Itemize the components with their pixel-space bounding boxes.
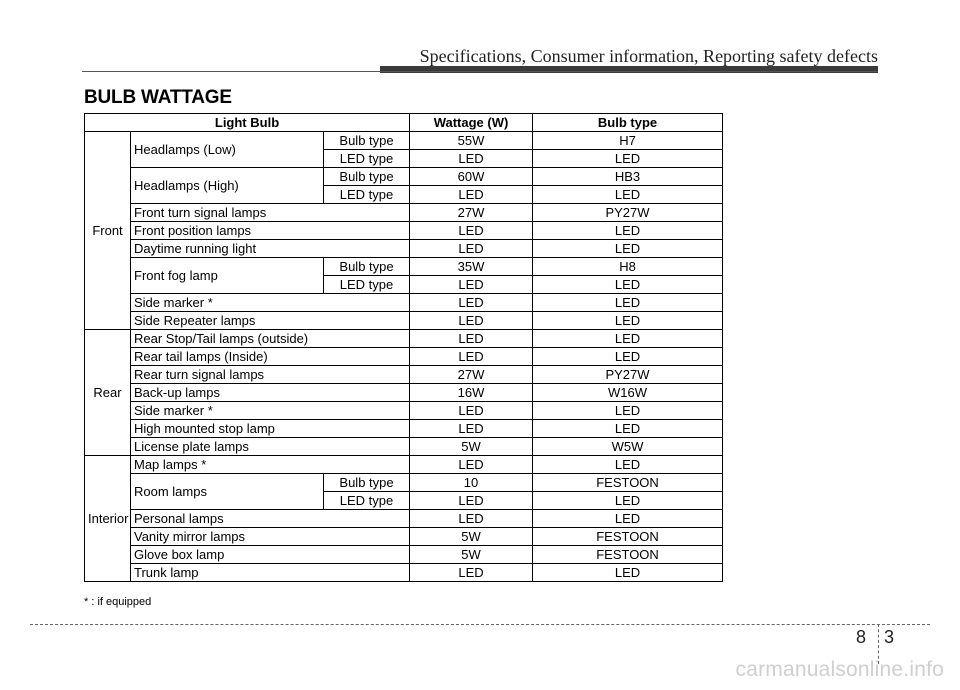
table-row [85, 456, 723, 474]
row-subtype: Bulb type [324, 474, 410, 492]
table-row [85, 384, 723, 402]
table-row [85, 312, 723, 330]
row-subtype: LED type [324, 186, 410, 204]
table-row [85, 240, 723, 258]
row-wattage: 27W [410, 366, 533, 384]
row-bulb-type: LED [533, 312, 723, 330]
row-subtype: LED type [324, 276, 410, 294]
table-row [85, 438, 723, 456]
row-wattage: 55W [410, 132, 533, 150]
row-label: Back-up lamps [131, 384, 410, 402]
row-wattage: LED [410, 186, 533, 204]
row-wattage: LED [410, 456, 533, 474]
group-interior: Interior [85, 456, 131, 582]
row-label: License plate lamps [131, 438, 410, 456]
table-row [85, 168, 723, 186]
row-bulb-type: LED [533, 510, 723, 528]
row-wattage: 27W [410, 204, 533, 222]
row-label: Trunk lamp [131, 564, 410, 582]
row-wattage: LED [410, 294, 533, 312]
group-front: Front [85, 132, 131, 330]
row-wattage: LED [410, 564, 533, 582]
row-subtype: Bulb type [324, 168, 410, 186]
row-wattage: 10 [410, 474, 533, 492]
row-label: Headlamps (Low) [131, 132, 324, 168]
row-label: Front position lamps [131, 222, 410, 240]
row-bulb-type: FESTOON [533, 528, 723, 546]
header-light-bulb: Light Bulb [85, 114, 410, 132]
row-bulb-type: LED [533, 276, 723, 294]
row-bulb-type: LED [533, 186, 723, 204]
row-label: Side Repeater lamps [131, 312, 410, 330]
row-label: High mounted stop lamp [131, 420, 410, 438]
row-label: Side marker * [131, 294, 410, 312]
page-title: BULB WATTAGE [84, 87, 232, 108]
row-bulb-type: LED [533, 294, 723, 312]
footnote: * : if equipped [84, 596, 152, 608]
row-bulb-type: FESTOON [533, 474, 723, 492]
header-rule [82, 71, 878, 72]
row-wattage: LED [410, 150, 533, 168]
header-bulb-type: Bulb type [533, 114, 723, 132]
row-bulb-type: W5W [533, 438, 723, 456]
row-label: Map lamps * [131, 456, 410, 474]
row-label: Vanity mirror lamps [131, 528, 410, 546]
row-wattage: LED [410, 330, 533, 348]
table-row [85, 528, 723, 546]
row-label: Front fog lamp [131, 258, 324, 294]
row-label: Rear tail lamps (Inside) [131, 348, 410, 366]
row-bulb-type: PY27W [533, 204, 723, 222]
table-row [85, 294, 723, 312]
row-label: Side marker * [131, 402, 410, 420]
row-label: Headlamps (High) [131, 168, 324, 204]
row-bulb-type: H8 [533, 258, 723, 276]
group-rear: Rear [85, 330, 131, 456]
row-bulb-type: LED [533, 402, 723, 420]
row-wattage: LED [410, 348, 533, 366]
table-row [85, 132, 723, 150]
row-wattage: 35W [410, 258, 533, 276]
row-wattage: 5W [410, 546, 533, 564]
row-wattage: LED [410, 276, 533, 294]
row-wattage: 5W [410, 528, 533, 546]
row-wattage: LED [410, 222, 533, 240]
table-row [85, 258, 723, 276]
table-row [85, 348, 723, 366]
page-number: 3 [884, 627, 895, 647]
table-row [85, 420, 723, 438]
row-wattage: LED [410, 240, 533, 258]
watermark: carmanualsonline.info [735, 658, 944, 681]
table-row [85, 510, 723, 528]
row-bulb-type: HB3 [533, 168, 723, 186]
row-bulb-type: LED [533, 240, 723, 258]
table-row [85, 402, 723, 420]
row-wattage: 5W [410, 438, 533, 456]
table-row [85, 474, 723, 492]
row-label: Daytime running light [131, 240, 410, 258]
table-header-row [85, 114, 723, 132]
row-bulb-type: LED [533, 348, 723, 366]
table-row [85, 546, 723, 564]
row-wattage: LED [410, 492, 533, 510]
row-bulb-type: W16W [533, 384, 723, 402]
row-subtype: LED type [324, 150, 410, 168]
row-label: Rear Stop/Tail lamps (outside) [131, 330, 410, 348]
row-label: Rear turn signal lamps [131, 366, 410, 384]
row-subtype: LED type [324, 492, 410, 510]
table-row [85, 204, 723, 222]
row-label: Front turn signal lamps [131, 204, 410, 222]
row-label: Glove box lamp [131, 546, 410, 564]
row-wattage: LED [410, 312, 533, 330]
row-label: Room lamps [131, 474, 324, 510]
table-row [85, 330, 723, 348]
header-section-title: Specifications, Consumer information, Reporting safety defects [419, 46, 878, 66]
row-wattage: 60W [410, 168, 533, 186]
header-wattage: Wattage (W) [410, 114, 533, 132]
row-wattage: LED [410, 420, 533, 438]
bulb-wattage-table [84, 113, 723, 582]
row-bulb-type: FESTOON [533, 546, 723, 564]
row-subtype: Bulb type [324, 132, 410, 150]
footer-divider [30, 624, 930, 625]
row-bulb-type: LED [533, 420, 723, 438]
row-wattage: LED [410, 510, 533, 528]
table-row [85, 222, 723, 240]
row-wattage: 16W [410, 384, 533, 402]
table-row [85, 564, 723, 582]
row-subtype: Bulb type [324, 258, 410, 276]
row-bulb-type: LED [533, 456, 723, 474]
row-bulb-type: PY27W [533, 366, 723, 384]
row-bulb-type: LED [533, 150, 723, 168]
row-bulb-type: H7 [533, 132, 723, 150]
row-bulb-type: LED [533, 330, 723, 348]
chapter-number: 8 [856, 627, 867, 647]
row-bulb-type: LED [533, 564, 723, 582]
row-bulb-type: LED [533, 492, 723, 510]
row-label: Personal lamps [131, 510, 410, 528]
row-bulb-type: LED [533, 222, 723, 240]
row-wattage: LED [410, 402, 533, 420]
table-row [85, 366, 723, 384]
